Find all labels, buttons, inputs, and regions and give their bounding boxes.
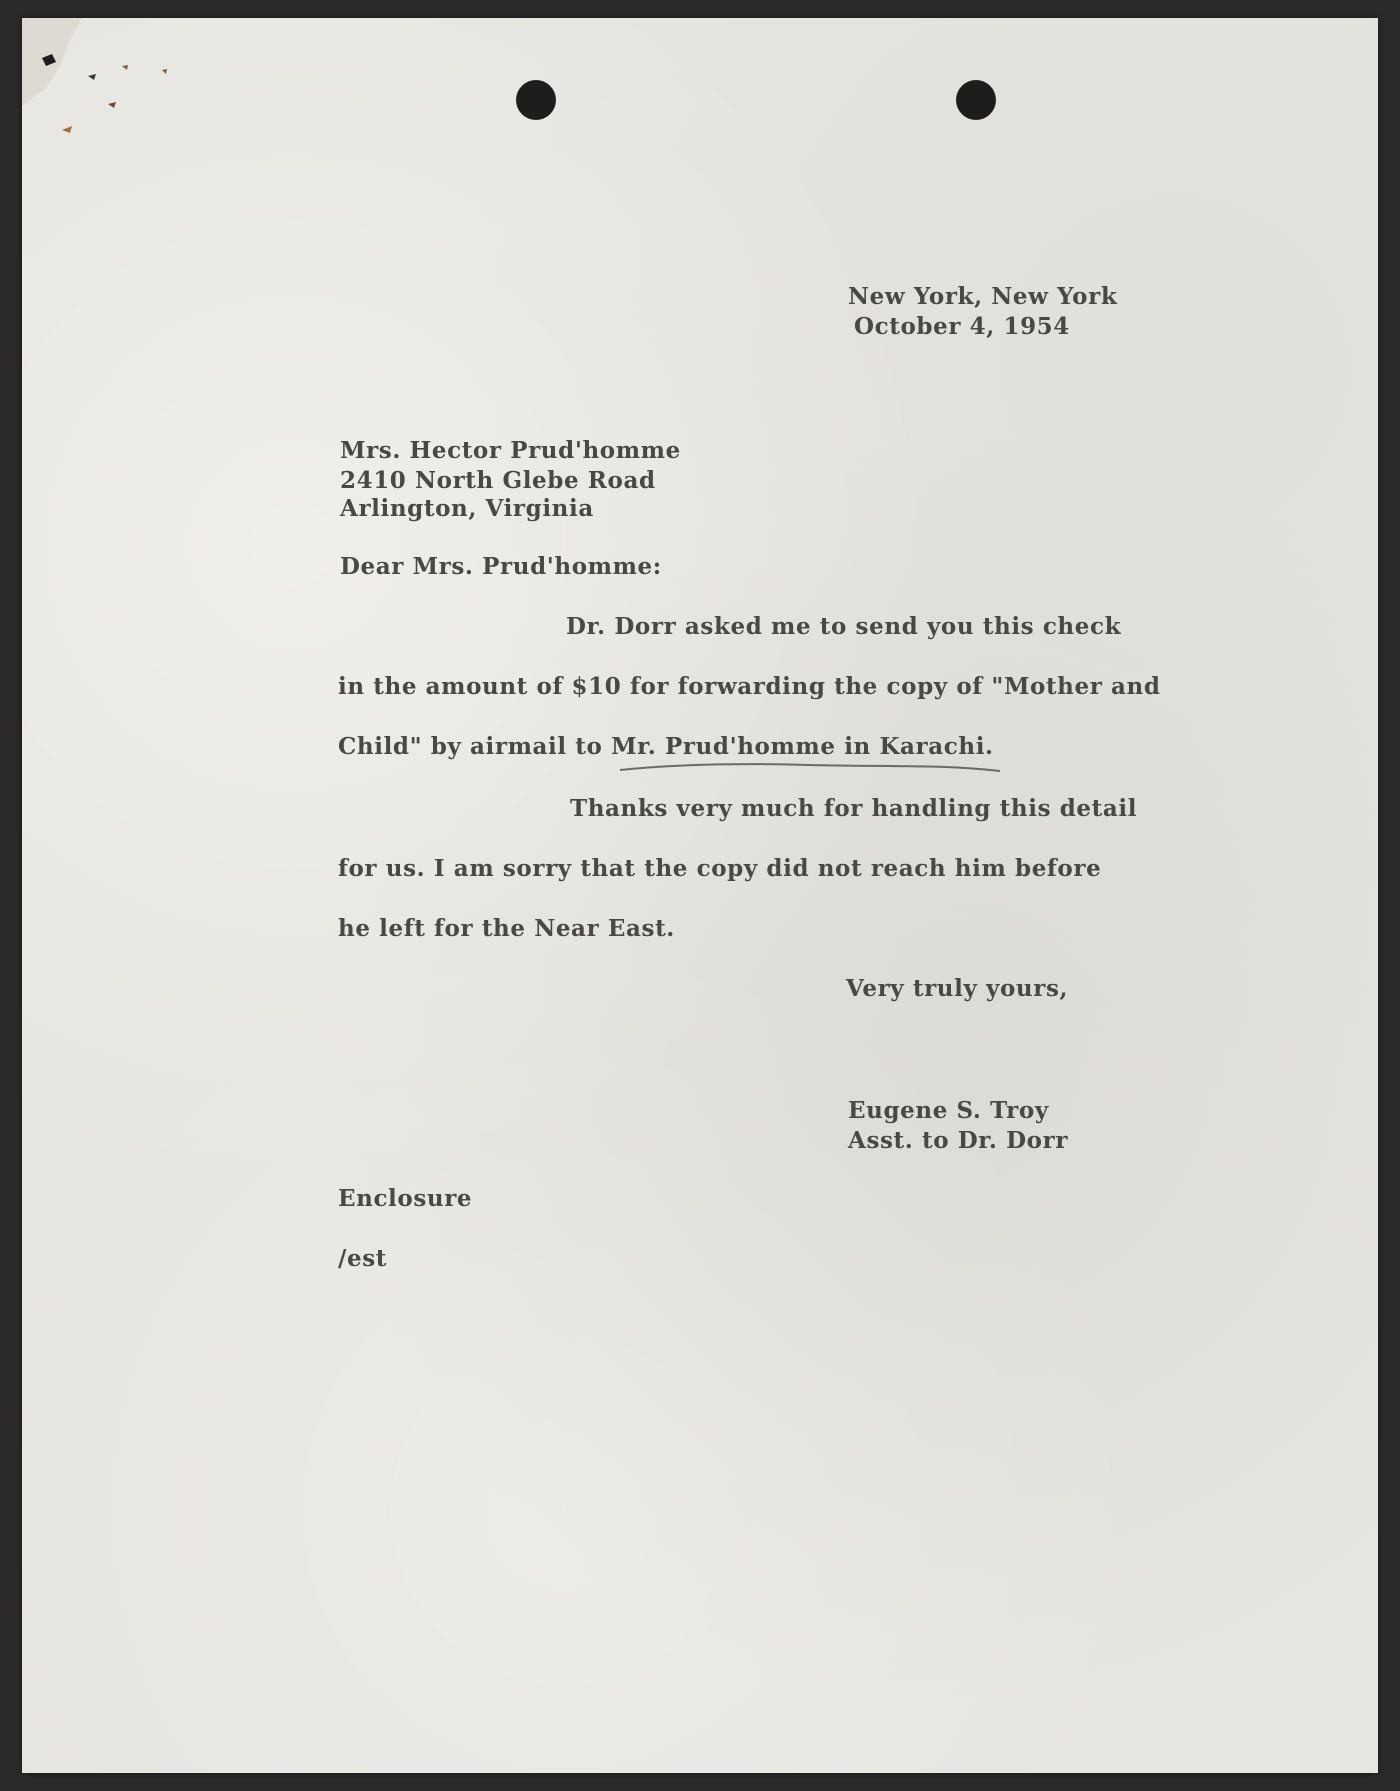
body-line: for us. I am sorry that the copy did not reach him before <box>338 855 1102 882</box>
recipient-city: Arlington, Virginia <box>340 495 594 522</box>
salutation: Dear Mrs. Prud'homme: <box>340 553 662 580</box>
punch-hole <box>956 80 996 120</box>
recipient-name: Mrs. Hector Prud'homme <box>340 437 681 464</box>
body-line: Child" by airmail to Mr. Prud'homme in Karachi. <box>338 733 994 760</box>
punch-hole <box>516 80 556 120</box>
letter-page <box>22 18 1378 1773</box>
enclosure-note: Enclosure <box>338 1185 473 1212</box>
body-line: Thanks very much for handling this detail <box>570 795 1138 822</box>
body-line: Dr. Dorr asked me to send you this check <box>566 613 1122 640</box>
letter-date: October 4, 1954 <box>854 313 1070 340</box>
typist-initials: /est <box>338 1245 388 1272</box>
signature-title: Asst. to Dr. Dorr <box>848 1127 1069 1154</box>
recipient-street: 2410 North Glebe Road <box>340 467 656 494</box>
signature-name: Eugene S. Troy <box>848 1097 1049 1124</box>
body-line: he left for the Near East. <box>338 915 675 942</box>
pencil-underline <box>618 760 1002 774</box>
letter-place: New York, New York <box>848 283 1118 310</box>
worn-corner <box>22 18 192 148</box>
closing: Very truly yours, <box>846 975 1069 1002</box>
body-line: in the amount of $10 for forwarding the copy of "Mother and <box>338 673 1161 700</box>
